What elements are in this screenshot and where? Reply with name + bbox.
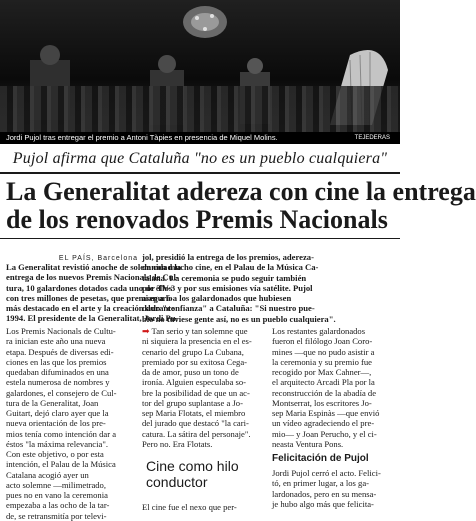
body-line: Los Premis Nacionals de Cultu- xyxy=(6,326,116,336)
photo-credit: TEJEDERAS xyxy=(354,135,390,141)
lead-continuation xyxy=(142,252,392,324)
lead-line: La Generalitat revistió anoche de solemnidad la xyxy=(6,262,182,272)
body-line: un vídeo agradeciendo el pre- xyxy=(272,418,375,429)
felicitacion-subhead: Felicitación de Pujol xyxy=(272,453,369,464)
rule-top xyxy=(0,172,400,174)
body-line: tó, en primer lugar, a los ga- xyxy=(272,478,370,489)
body-line: éstos "la máxima relevancia". xyxy=(6,438,108,449)
column-2-tail xyxy=(142,502,266,512)
body-line: neasta Ventura Pons. xyxy=(272,438,344,449)
body-line: Jordi Pujol cerró el acto. Felici- xyxy=(272,468,381,478)
arrow-marker-icon: ➡ xyxy=(142,326,150,336)
headline-line-1: La Generalitat adereza con cine la entrega xyxy=(6,177,476,206)
body-line: ➡ Tan serio y tan solemne que xyxy=(142,326,248,336)
lead-line: blo no tuviese gente así, no es un pueblo cualquiera". xyxy=(142,313,336,324)
body-line: galardones, el consejero de Cul- xyxy=(6,387,117,398)
body-line: Catalana acogió ayer un xyxy=(6,469,89,480)
body-line: da de amor, puso un tono de xyxy=(142,367,239,377)
body-line: premiado por su exitosa Cega- xyxy=(142,356,248,367)
body-line: ciones en las que los premios xyxy=(6,356,107,367)
body-line: Pero no. Era Flotats. xyxy=(142,438,213,449)
body-line: catura. La sátira del personaje". xyxy=(142,428,251,439)
body-line: empezaba a las ocho de la tar- xyxy=(6,500,110,511)
caption-text: Jordi Pujol tras entregar el premio a Antoni Tàpies en presencia de Miquel Molins. xyxy=(6,133,278,142)
body-line: ni siquiera la presencia en el es- xyxy=(142,336,252,347)
body-line: mios tenía como intención dar a xyxy=(6,428,117,439)
body-line: tor del grupo suplantase a Jo- xyxy=(142,397,243,408)
body-line: sep Maria Espinàs —que envió xyxy=(272,408,380,418)
body-line: sep Maria Flotats, el miembro xyxy=(142,408,246,418)
body-line: cenario del grupo La Cubana, xyxy=(142,346,244,357)
lead-line: por TV-3 y por sus emisiones vía satélite. Pujol xyxy=(142,282,313,293)
column-3 xyxy=(272,326,396,449)
body-line: quedaban difuminados en una xyxy=(6,367,109,377)
body-line: Montserrat, los escritores Jo- xyxy=(272,397,372,408)
body-line: lardonados, pero en su mensa- xyxy=(272,488,377,499)
body-line: ironía. Alguien especulaba so- xyxy=(142,377,247,388)
news-photo xyxy=(0,0,400,132)
section-subhead xyxy=(146,458,266,490)
body-line: Con este objetivo, o por esta xyxy=(6,449,104,459)
body-line: tura de la Generalitat, Joan xyxy=(6,397,99,408)
body-line: del jurado que destacó "la cari- xyxy=(142,418,249,429)
lead-line: 1994. El presidente de la Generalitat, Jordi Pu- xyxy=(6,313,179,324)
lead-line: talana. La ceremonia se pudo seguir también xyxy=(142,272,307,283)
body-line: pues no en vano la ceremonia xyxy=(6,490,108,500)
body-line: ra inician este año una nueva xyxy=(6,336,106,347)
subhead-line-2: conductor xyxy=(146,474,208,490)
lead-line: jol, presidió la entrega de los premios, adereza- xyxy=(142,252,314,262)
body-line: mio— y Joan Perucho, y el ci- xyxy=(272,428,377,439)
rule-bottom xyxy=(0,238,400,239)
column-1-body xyxy=(6,326,138,521)
kicker: Pujol afirma que Cataluña "no es un pueblo cualquiera" xyxy=(12,150,388,167)
dateline: EL PAÍS, Barcelona xyxy=(58,255,138,262)
lead-line: tura, 10 galardones dotados cada uno de ellos xyxy=(6,282,173,293)
body-line: acto solemne —milimetrado, xyxy=(6,479,106,490)
body-line: recogido por Max Cahner—, xyxy=(272,367,372,377)
body-line: Guitart, dejó claro ayer que la xyxy=(6,408,109,418)
headline xyxy=(6,177,476,234)
lead-line: entrega de los nuevos Premis Nacionals de Cul- xyxy=(6,272,179,283)
body-line: mines —que no pudo asistir a xyxy=(272,346,375,357)
body-line: El cine fue el nexo que per- xyxy=(142,502,237,512)
photo-caption xyxy=(0,132,400,144)
column-3-body xyxy=(272,468,396,509)
body-line: estela numerosa de nombres y xyxy=(6,377,110,388)
lead-line: con tres millones de pesetas, que premian a lo xyxy=(6,292,173,303)
body-line: el arquitecto Arcadi Pla por la xyxy=(272,377,375,388)
lead-line: da con mucho cine, en el Palau de la Música Ca- xyxy=(142,262,319,273)
body-line: fueron el filólogo Joan Coro- xyxy=(272,336,373,347)
lead-line: aseguró a los galardonados que hubiesen xyxy=(142,293,292,303)
body-line: nueva orientación de los pre- xyxy=(6,418,106,429)
body-line: intención, el Palau de la Música xyxy=(6,459,116,470)
photo-crowd xyxy=(0,86,400,132)
headline-line-2: de los renovados Premis Nacionals xyxy=(6,205,388,234)
lead-line: más destacado en el arte y la creación durante xyxy=(6,303,175,313)
subhead-line-1: Cine como hilo xyxy=(146,458,239,474)
body-line: de, se retransmitía por televi- xyxy=(6,510,107,521)
body-line: reconstrucción de la abadía de xyxy=(272,387,377,398)
body-line: je hubo algo más que felicita- xyxy=(272,498,374,509)
lead-line: dado "confianza" a Cataluña: "Si nuestro pue- xyxy=(142,303,315,314)
body-line: etapa. Después de diversas edi- xyxy=(6,346,114,357)
body-line: bre la posibilidad de que un ac- xyxy=(142,387,250,398)
body-line: Los restantes galardonados xyxy=(272,326,366,336)
column-2 xyxy=(142,326,266,449)
body-line: la ceremonia y su premio fue xyxy=(272,356,372,367)
